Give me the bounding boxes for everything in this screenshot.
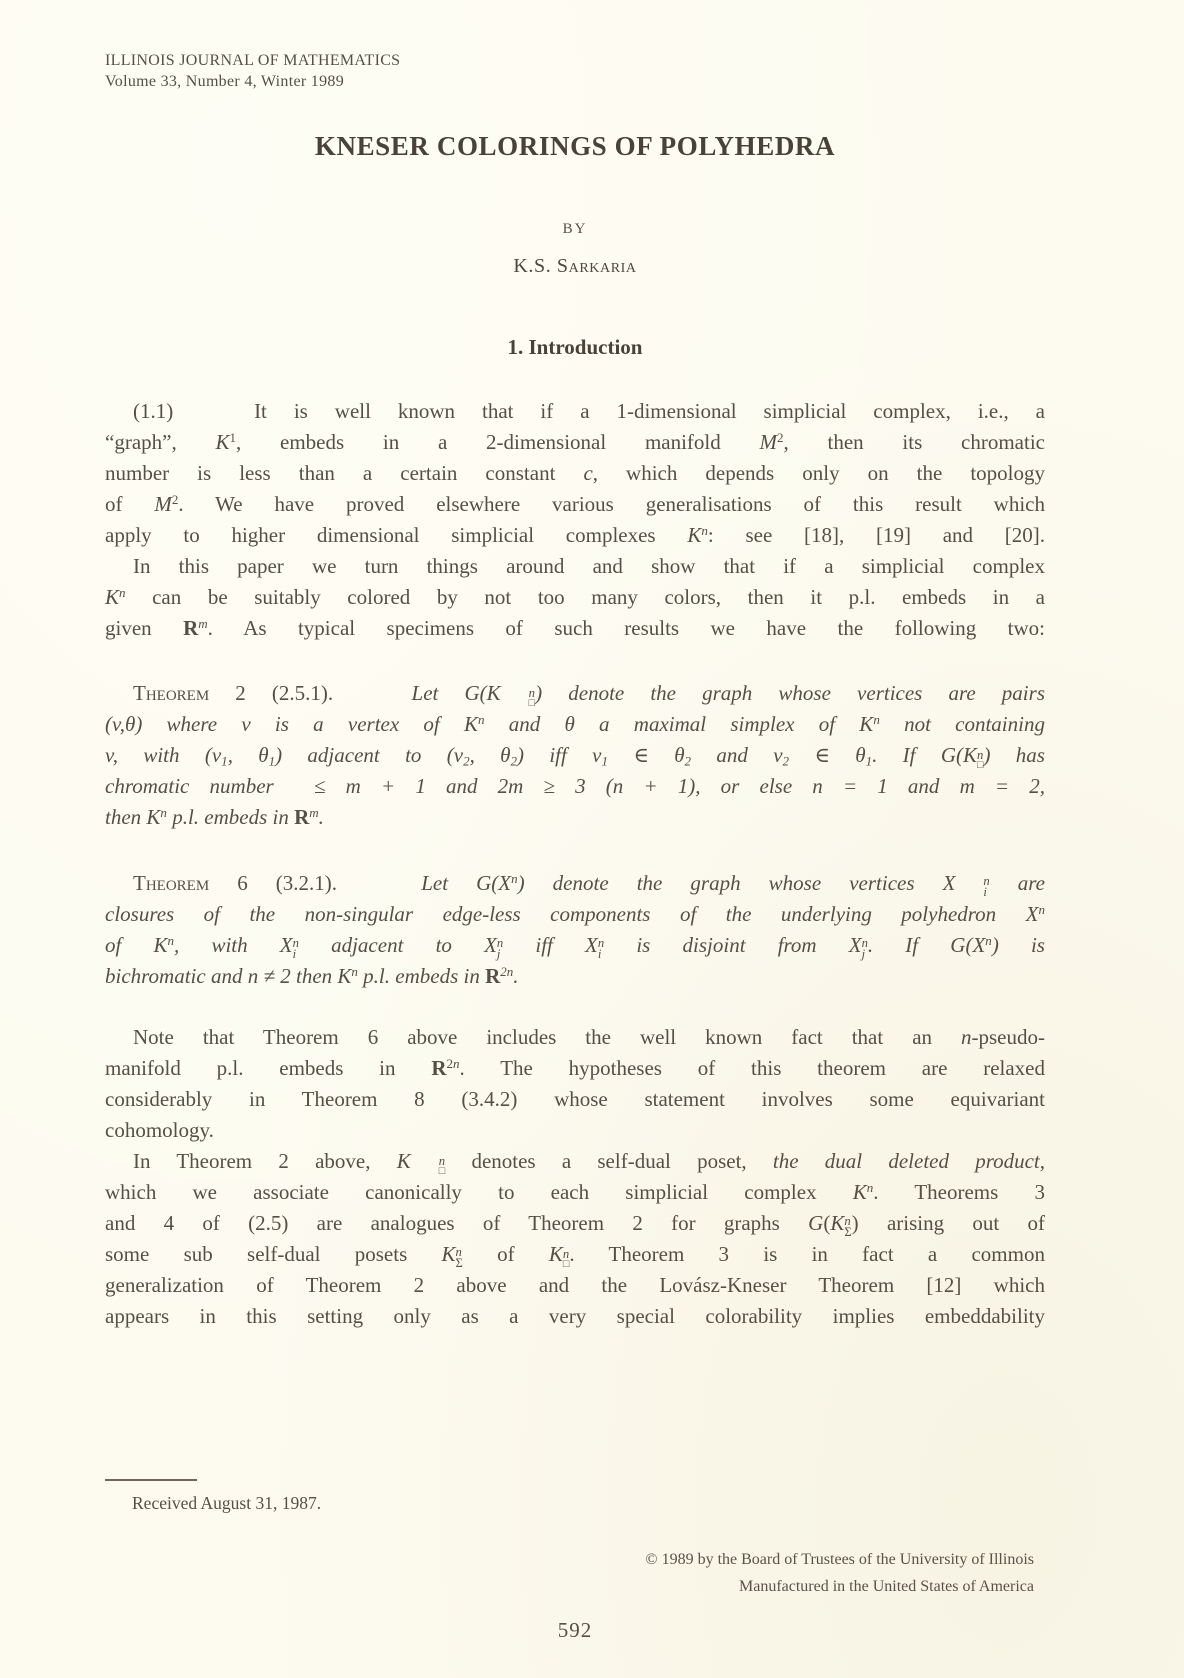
theorem-2-statement <box>105 678 1045 833</box>
text-line: “graph”, $K^1$, embeds in a 2-dimensional manifold $M^2$, then its chromatic <box>105 429 1045 454</box>
text-line: chromatic number ≤ m + 1 and 2m ≥ 3 (n + 1), or else n = 1 and m = 2, <box>105 774 1045 798</box>
text-line: Note that Theorem 6 above includes the well known fact that an n-pseudo- <box>133 1025 1045 1049</box>
manufactured-line: Manufactured in the United States of America <box>738 1577 1034 1595</box>
byline-by: BY <box>562 221 588 237</box>
imprint-block <box>645 1547 1034 1600</box>
text-line: v, with ($v_1$, $\theta_1$) adjacent to ($v_2$, $\theta_2$) iff $v_1$ ∈ $\theta_2$ and $v_2$ ∈ $\theta_1$. If G(K n □ ) has <box>105 743 1045 772</box>
text-line: Theorem 6 (3.2.1). Let $G(X^n)$ denote the graph whose vertices X n i are <box>133 870 1045 900</box>
text-line: appears in this setting only as a very special colorability implies embeddability <box>105 1304 1045 1328</box>
text-line: given $R^m$. As typical specimens of such results we have the following two: <box>105 615 1045 640</box>
text-line: manifold p.l. embeds in $R^{2n}$. The hypotheses of this theorem are relaxed <box>105 1055 1046 1080</box>
text-line: (v,θ) where v is a vertex of $K^n$ and θ a maximal simplex of $K^n$ not containing <box>105 711 1045 736</box>
text-line: cohomology. <box>105 1118 214 1142</box>
page-number: 592 <box>557 1618 593 1642</box>
journal-header <box>105 50 400 92</box>
paper-body <box>105 396 1045 1332</box>
paragraph-1-1 <box>105 396 1045 551</box>
copyright-line: © 1989 by the Board of Trustees of the University of Illinois <box>645 1551 1034 1568</box>
text-line: generalization of Theorem 2 above and the Lovász-Kneser Theorem [12] which <box>105 1273 1045 1297</box>
text-line: $K^n$ can be suitably colored by not too many colors, then it p.l. embeds in a <box>105 584 1045 609</box>
byline-author: K.S. Sarkaria <box>513 255 637 277</box>
text-line: closures of the non-singular edge-less components of the underlying polyhedron $X^n$ <box>105 901 1045 926</box>
text-line: of $M^2$. We have proved elsewhere various generalisations of this result which <box>105 491 1045 516</box>
paragraph-dual-deleted-product <box>105 1146 1045 1332</box>
paragraph-2 <box>105 551 1045 644</box>
text-line: considerably in Theorem 8 (3.4.2) whose statement involves some equivariant <box>105 1087 1045 1111</box>
text-line: which we associate canonically to each simplicial complex $K^n$. Theorems 3 <box>105 1179 1045 1204</box>
text-line: number is less than a certain constant c, which depends only on the topology <box>105 461 1045 485</box>
text-line: Theorem 2 (2.5.1). Let G(K n □ ) denote the graph whose vertices are pairs <box>133 681 1045 710</box>
text-line: of $K^n$, with X n i adjacent to X n j iff X n i is disjoint from X n j . If $G(X^n)$ is <box>105 932 1045 962</box>
text-line: apply to higher dimensional simplicial complexes $K^n$: see [18], [19] and [20]. <box>105 522 1045 547</box>
section-heading: 1. Introduction <box>507 335 643 359</box>
text-line: (1.1) It is well known that if a 1-dimensional simplicial complex, i.e., a <box>133 399 1045 423</box>
theorem-6-statement <box>105 868 1045 992</box>
text-line: In this paper we turn things around and show that if a simplicial complex <box>133 554 1045 578</box>
text-line: some sub self-dual posets K n Σ of K n □ . Theorem 3 is in fact a common <box>105 1242 1045 1271</box>
text-line: and 4 of (2.5) are analogues of Theorem 2 for graphs G(K n Σ ) arising out of <box>105 1211 1045 1240</box>
text-line: then $K^n$ p.l. embeds in $R^m$. <box>105 804 324 829</box>
received-date: Received August 31, 1987. <box>132 1493 322 1513</box>
journal-issue: Volume 33, Number 4, Winter 1989 <box>105 73 345 90</box>
footnote-rule <box>105 1479 197 1481</box>
text-line: bichromatic and n ≠ 2 then $K^n$ p.l. embeds in $R^{2n}$. <box>105 963 519 988</box>
text-line: In Theorem 2 above, K n □ denotes a self-dual poset, the dual deleted product, <box>133 1149 1045 1178</box>
paragraph-note <box>105 1022 1045 1146</box>
paper-title: KNESER COLORINGS OF POLYHEDRA <box>314 131 836 161</box>
journal-name: ILLINOIS JOURNAL OF MATHEMATICS <box>105 52 401 69</box>
